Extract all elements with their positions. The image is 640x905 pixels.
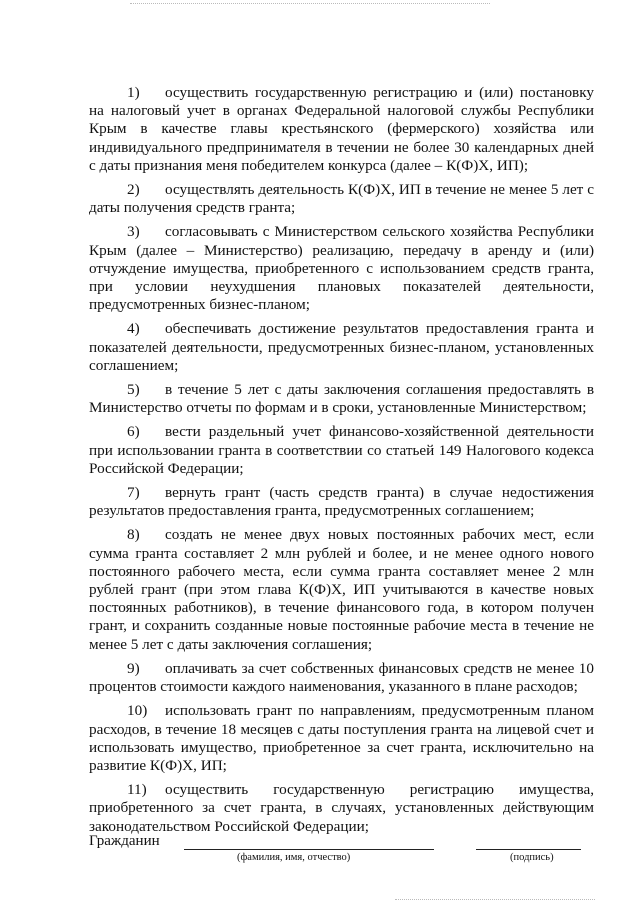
list-item xyxy=(89,484,594,520)
item-text: создать не менее двух новых постоянных рабочих мест, если сумма гранта составляет 2 млн рублей и более, и не менее одного нового постоянного рабочего места, если сумма гранта составляет менее 2 млн рублей грант (при этом глава К(Ф)Х, ИП учитываются в качестве новых постоянных работников), в течение финансового года, в котором получен грант, и сохранить созданные новые постоянные рабочие места в течение не менее 5 лет с даты заключения соглашения; xyxy=(89,526,594,653)
scan-artifact-top xyxy=(130,3,490,4)
list-item xyxy=(89,660,594,696)
item-text: оплачивать за счет собственных финансовых средств не менее 10 процентов стоимости каждого наименования, указанного в плане расходов; xyxy=(89,659,594,696)
list-item xyxy=(89,181,594,217)
item-text: обеспечивать достижение результатов предоставления гранта и показателей деятельности, предусмотренных бизнес-планом, установленных соглашением; xyxy=(89,320,594,374)
obligations-list xyxy=(89,84,594,842)
list-item xyxy=(89,781,594,836)
list-item xyxy=(89,423,594,478)
list-item xyxy=(89,320,594,375)
list-item xyxy=(89,381,594,417)
item-number: 5) xyxy=(127,381,140,399)
signature-block xyxy=(89,833,594,873)
item-number: 3) xyxy=(127,223,140,241)
item-text: в течение 5 лет с даты заключения соглашения предоставлять в Министерство отчеты по формам и в сроки, установленные Министерством; xyxy=(89,381,594,417)
list-item xyxy=(89,702,594,775)
item-number: 7) xyxy=(127,484,140,502)
list-item xyxy=(89,84,594,175)
scan-artifact-bottom xyxy=(395,899,595,900)
item-text: осуществить государственную регистрацию имущества, приобретенного за счет гранта, в случаях, установленных действующим законодательством Российской Федерации; xyxy=(89,781,594,835)
item-number: 2) xyxy=(127,181,140,199)
item-number: 9) xyxy=(127,659,140,677)
item-text: вести раздельный учет финансово-хозяйственной деятельности при использовании гранта в соответствии со статьей 149 Налогового кодекса Российской Федерации; xyxy=(89,423,594,477)
citizen-label: Гражданин xyxy=(89,833,160,849)
item-text: использовать грант по направлениям, предусмотренным планом расходов, в течение 18 месяцев с даты поступления гранта на лицевой счет и использовать имущество, приобретенное за счет гранта, исключительно на развитие К(Ф)Х, ИП; xyxy=(89,702,594,774)
list-item xyxy=(89,526,594,653)
name-caption: (фамилия, имя, отчество) xyxy=(237,852,351,863)
name-line xyxy=(184,849,434,850)
item-number: 4) xyxy=(127,320,140,338)
signature-caption: (подпись) xyxy=(510,852,554,863)
item-text: согласовывать с Министерством сельского хозяйства Республики Крым (далее – Министерство) реализацию, передачу в аренду и (или) отчуждение имущества, приобретенного с использованием средств гранта, при условии неухудшения плановых показателей деятельности, предусмотренных бизнес-планом; xyxy=(89,223,594,314)
item-number: 11) xyxy=(127,781,147,799)
item-number: 1) xyxy=(127,84,140,101)
item-text: вернуть грант (часть средств гранта) в случае недостижения результатов предоставления гранта, предусмотренных соглашением; xyxy=(89,484,594,520)
item-number: 6) xyxy=(127,423,140,441)
list-item xyxy=(89,223,594,314)
item-text: осуществлять деятельность К(Ф)Х, ИП в течение не менее 5 лет с даты получения средств гранта; xyxy=(89,181,594,217)
item-number: 10) xyxy=(127,702,148,720)
item-number: 8) xyxy=(127,526,140,544)
signature-line xyxy=(476,849,581,850)
item-text: осуществить государственную регистрацию и (или) постановку на налоговый учет в органах Федеральной налоговой службы Республики Крым в качестве главы крестьянского (фермерского) хозяйства или индивидуального предпринимателя в течении не более 30 календарных дней с даты признания меня победителем конкурса (далее – К(Ф)Х, ИП); xyxy=(89,84,594,174)
